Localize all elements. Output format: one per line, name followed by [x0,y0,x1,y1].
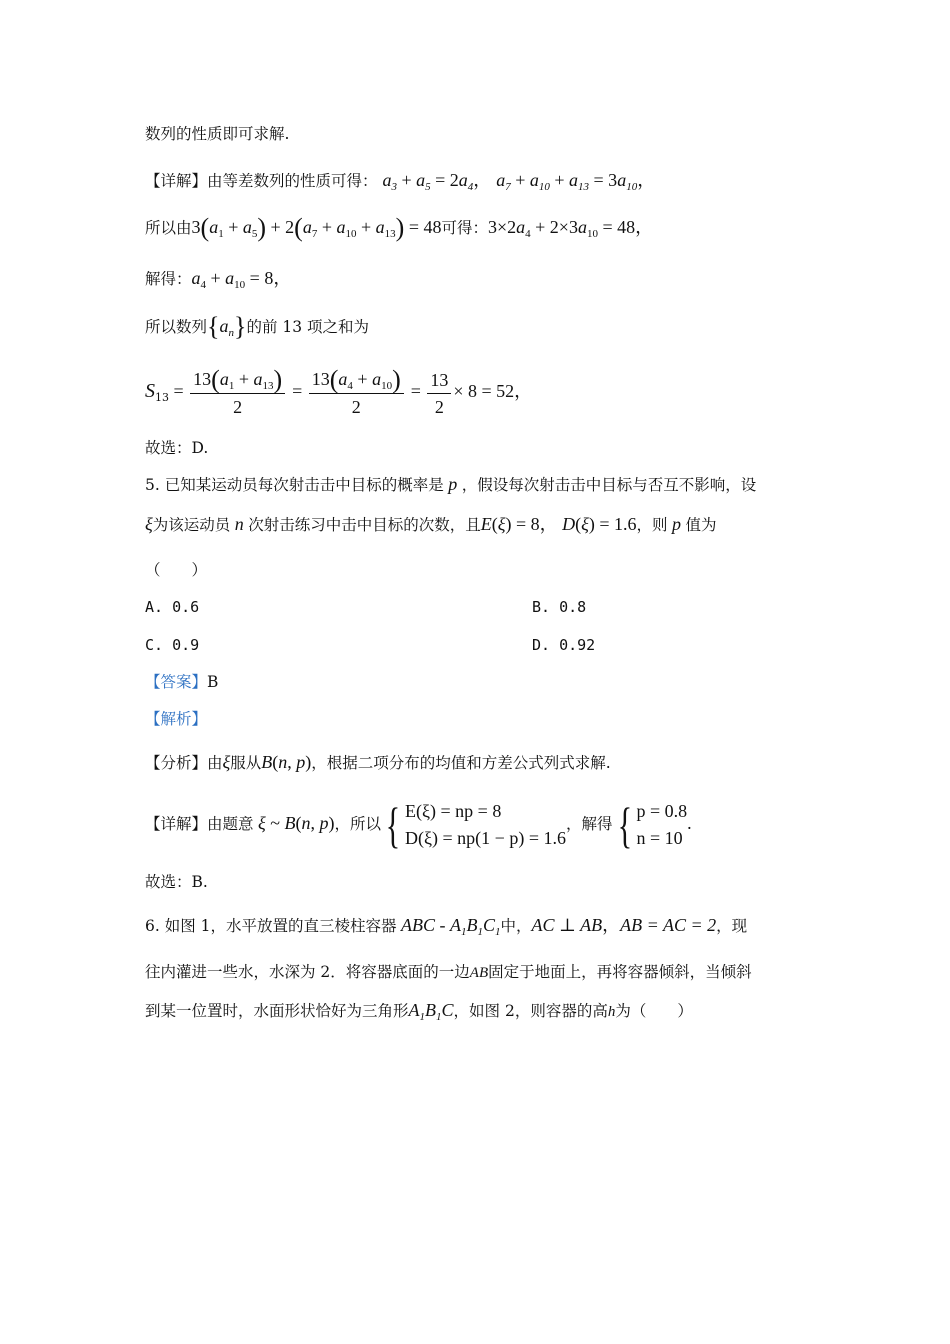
sum48: = 48 [408,217,442,237]
q5-text-e: ，则 [636,516,668,534]
answer-tag: 【答案】 [145,673,208,691]
option-c[interactable]: C. 0.9 [145,636,200,654]
frac-2: $\frac{13(a_4 + a_{10})}{2}$ [309,368,404,418]
answer-line [145,672,218,692]
q5-paren: （ ） [145,561,208,579]
q6-text-b: 中， [500,917,532,935]
detail-text: 由等差数列的性质可得： [207,172,378,190]
result8: = 8 [249,268,274,288]
q5-text-c: 为该运动员 [152,516,231,534]
line5-prefix: 所以数列 [145,318,208,336]
q6-text-e: 固定于地面上，再将容器倾斜，当倾斜 [488,963,752,981]
q6-text-h: 为（ ） [615,1002,693,1020]
system-2 [637,798,688,852]
formula-s13-line: $S_{13}$ = $\frac{13(a_1 + a_{13})}{2}$ = $\frac{13(a_4 + a_{10})}{2}$ = $\frac{13}{2}$ × 8 = 52， [145,365,533,417]
option-a[interactable]: A. 0.6 [145,598,200,616]
e-val: = 8 [515,514,540,534]
frac-3: $\frac{13}{2}$ [427,369,451,418]
formula-a3a5: $a_3$ [382,170,397,193]
xiangjie-b: ，所以 [334,815,382,833]
fenxi-c: ，根据二项分布的均值和方差公式列式求解. [311,754,611,772]
analysis-tag: 【解析】 [145,710,208,728]
h: h [607,1004,616,1020]
s13-val: × 8 = 52 [453,381,515,401]
choose-d: 故选：D. [145,439,209,457]
line5-suffix: 的前 13 项之和为 [246,318,370,336]
ab: AB [469,965,489,981]
q6-line-3: 到某一位置时，水面形状恰好为三角形$A_1B_1C$，如图 2，则容器的高h为（ ） [145,1000,693,1023]
ab-eq: AB = AC = 2 [620,915,717,935]
q5-text-b: ，假设每次射击击中目标与否互不影响，设 [461,476,757,494]
q6-text-d: 往内灌进一些水，水深为 2．将容器底面的一边 [145,963,470,981]
detail-line-2 [145,213,654,242]
text-line-1: 数列的性质即可求解. [145,125,290,143]
p-val: p = 0.8 [636,801,688,821]
q5-text-a: 5. 已知某运动员每次射击击中目标的概率是 [145,476,444,494]
xiangjie-tag: 【详解】 [145,815,208,833]
q5-text-d: 次射击练习中击中目标的次数，且 [248,516,481,534]
option-b[interactable]: B. 0.8 [532,598,587,616]
fenxi-line: 【分析】由ξ服从B(n, p)，根据二项分布的均值和方差公式列式求解. [145,752,611,772]
q5-line-2: ξ为该运动员 n 次射击练习中击中目标的次数，且E(ξ) = 8， D(ξ) = 1.6，则 p 值为 [145,514,717,534]
xiangjie-line: 【详解】由题意 ξ ~ B(n, p)，所以{ E(ξ) = np = 8 D(ξ) = np(1 − p) = 1.6 ，解得{ p = 0.8 n = 10 . [145,797,692,853]
answer-value: B [207,673,219,691]
line3-prefix: 所以由 [145,219,192,237]
q6-text-g: ，如图 2，则容器的高 [453,1002,608,1020]
system-1 [405,798,566,852]
q5-text-f: 值为 [685,516,717,534]
detail-line-1: 【详解】由等差数列的性质可得： $a_3 + a_5 = 2a_4$， $a_7 + a_{10} + a_{13} = 3a_{10}$， [145,170,656,193]
ac-perp: AC ⊥ AB [531,915,603,935]
fenxi-b: 服从 [230,754,262,772]
q6-line-1: 6. 如图 1，水平放置的直三棱柱容器 ABC - $A_1B_1C_1$中，AC ⊥ AB，AB = AC = 2，现 [145,915,748,938]
q6-text-f: 到某一位置时，水面形状恰好为三角形 [145,1002,409,1020]
xiangjie-a: 由题意 [207,815,254,833]
formula-a7a10a13: $a_7$ [496,170,511,193]
n-val: n = 10 [636,828,683,848]
line3-mid: 可得： [441,219,488,237]
option-d[interactable]: D. 0.92 [532,636,596,654]
e-np: E(ξ) = np = 8 [405,801,502,821]
formula-seq-an: $\{a_n\}$ [207,312,247,341]
formula-a4a10: $a_4 + a_{10}$ [191,268,246,291]
formula-3x2a4: $3\times 2a_4 + 2\times 3a_{10} = 48$， [488,217,654,240]
choose-b: 故选：B. [145,873,208,891]
q6-text-c: ，现 [716,917,748,935]
d-np: D(ξ) = np(1 − p) = 1.6 [405,828,566,848]
frac-1: $\frac{13(a_1 + a_{13})}{2}$ [190,368,285,418]
detail-line-3: 解得：$a_4 + a_{10} = 8$， [145,268,292,291]
detail-line-4 [145,312,370,341]
q6-text-a: 6. 如图 1，水平放置的直三棱柱容器 [145,917,397,935]
line4-prefix: 解得： [145,270,192,288]
xiangjie-c: ，解得 [565,815,613,833]
fenxi-a: 由 [207,754,223,772]
detail-tag: 【详解】 [145,172,208,190]
analysis-line [145,709,207,729]
fenxi-tag: 【分析】 [145,754,208,772]
d-val: = 1.6 [599,514,637,534]
formula-sum-expression: $3(a_1 + a_5) + 2(a_7 + a_{10} + a_{13})$ [191,213,405,242]
q6-line-2 [145,962,752,983]
q5-line-1: 5. 已知某运动员每次射击击中目标的概率是 p ，假设每次射击击中目标与否互不影响，设 [145,474,757,494]
